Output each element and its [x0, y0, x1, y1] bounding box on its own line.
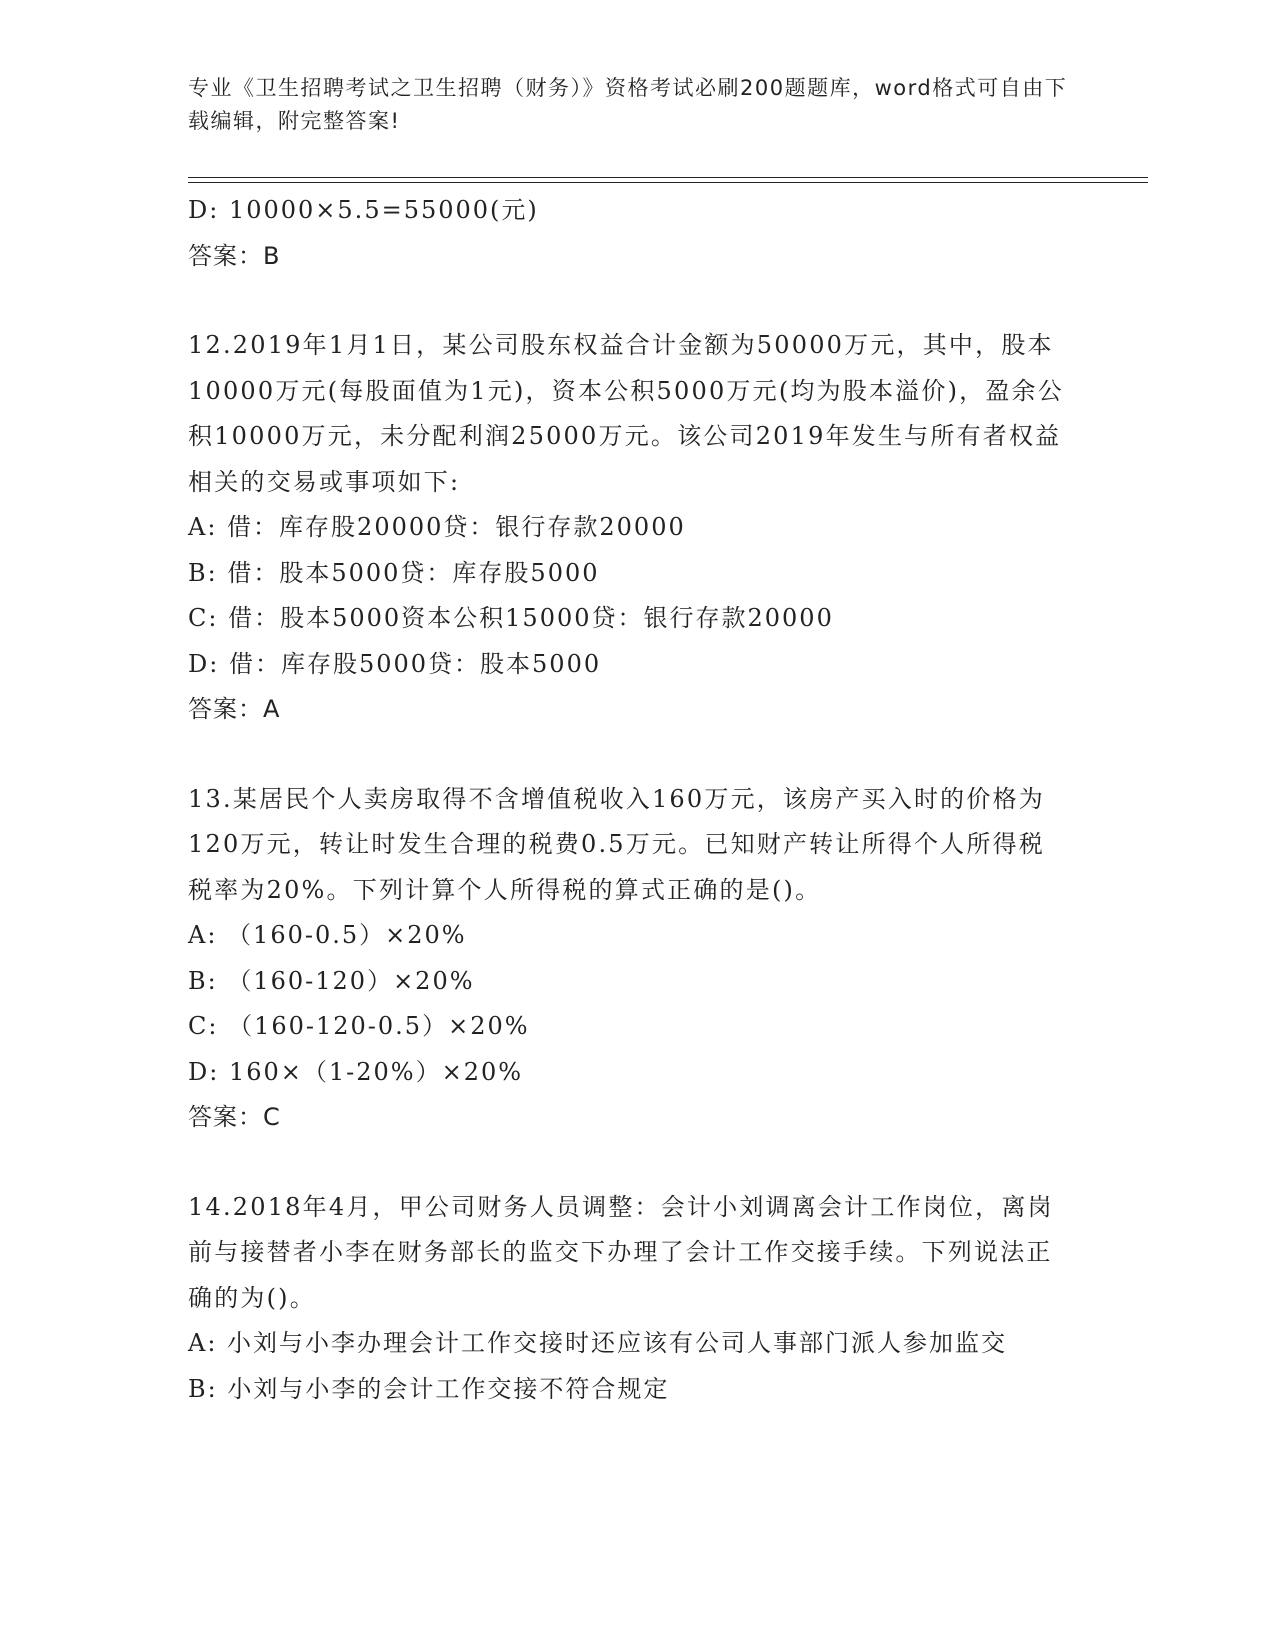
option-a: A: （160-0.5）×20% — [188, 921, 467, 949]
answer: 答案：C — [188, 1103, 281, 1131]
answer: 答案：A — [188, 695, 281, 723]
option-d: D: 借：库存股5000贷：股本5000 — [188, 649, 602, 678]
option-c: C: 借：股本5000资本公积15000贷：银行存款20000 — [188, 604, 834, 632]
question-stem: 12.2019年1月1日，某公司股东权益合计金额为50000万元，其中，股本10000万元(每股面值为1元)，资本公积5000万元(均为股本溢价)，盈余公积10000万元，未分配利润25000万元。该公司2019年发生与所有者权益相关的交易或事项如下: — [188, 331, 1064, 496]
option-a: A: 借：库存股20000贷：银行存款20000 — [188, 513, 686, 541]
question-stem: 14.2018年4月，甲公司财务人员调整：会计小刘调离会计工作岗位，离岗前与接替者小李在财务部长的监交下办理了会计工作交接手续。下列说法正确的为()。 — [188, 1192, 1054, 1312]
option-c: C: （160-120-0.5）×20% — [188, 1012, 530, 1040]
document-body — [188, 188, 1068, 1412]
option-b: B: 小刘与小李的会计工作交接不符合规定 — [188, 1374, 670, 1403]
option-d: D: 160×（1-20%）×20% — [188, 1057, 524, 1086]
question-14 — [188, 1185, 1068, 1413]
answer-continued: 答案：B — [188, 241, 281, 270]
page-header: 专业《卫生招聘考试之卫生招聘（财务）》资格考试必刷200题题库，word格式可自由下载编辑，附完整答案! — [188, 76, 1068, 133]
option-b: B: （160-120）×20% — [188, 966, 475, 995]
question-13 — [188, 777, 1068, 1141]
question-stem: 13.某居民个人卖房取得不含增值税收入160万元，该房产买入时的价格为120万元，转让时发生合理的税费0.5万元。已知财产转让所得个人所得税税率为20%。下列计算个人所得税的算式正确的是()。 — [188, 784, 1045, 904]
option-d-continued: D: 10000×5.5=55000(元) — [188, 196, 539, 224]
header-rule — [188, 177, 1148, 183]
question-12 — [188, 323, 1068, 733]
option-a: A: 小刘与小李办理会计工作交接时还应该有公司人事部门派人参加监交 — [188, 1329, 1008, 1357]
option-b: B: 借：股本5000贷：库存股5000 — [188, 558, 600, 587]
